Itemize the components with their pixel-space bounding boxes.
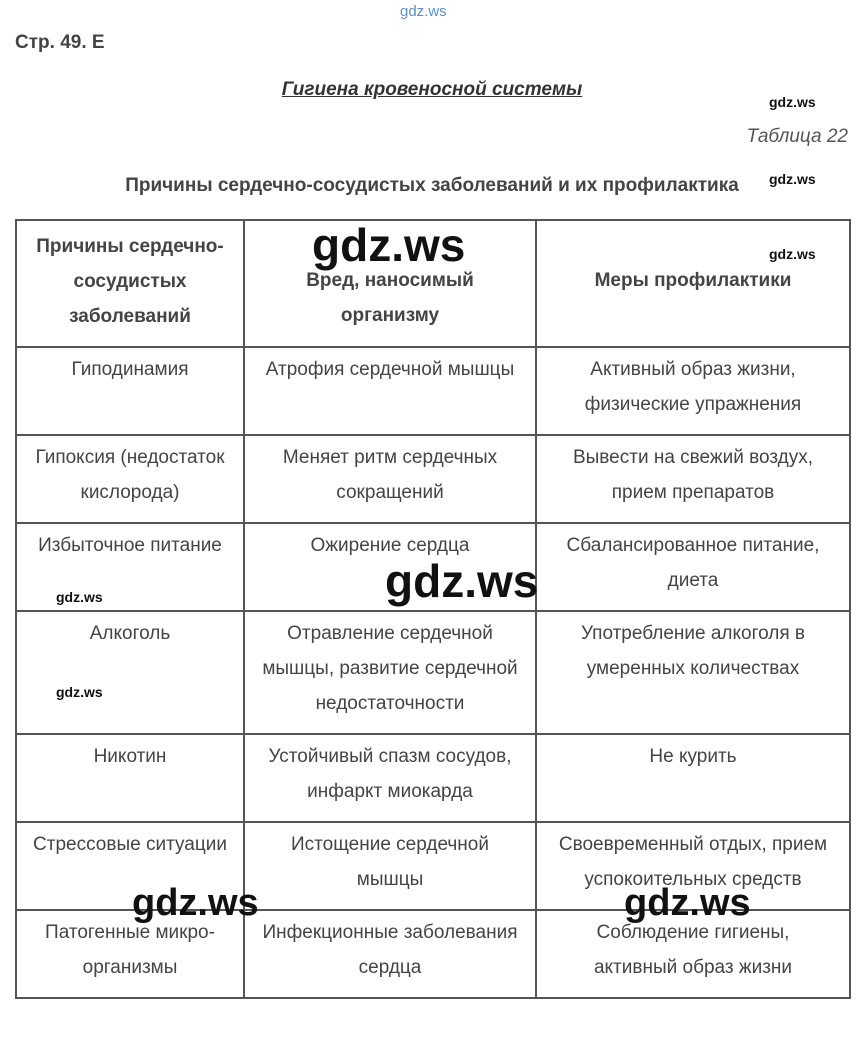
cell-cause: Никотин [16, 734, 244, 822]
table-row [16, 435, 850, 523]
table-number-label: Таблица 22 [746, 126, 848, 147]
cell-prevention: Активный образ жизни, физические упражнения [536, 347, 850, 435]
cell-harm: Меняет ритм сердечных сокращений [244, 435, 536, 523]
watermark-small: gdz.ws [769, 171, 816, 187]
cell-cause: Гиподинамия [16, 347, 244, 435]
cell-harm: Атрофия сердечной мышцы [244, 347, 536, 435]
table-row [16, 347, 850, 435]
cell-cause: Патогенные микро- организмы [16, 910, 244, 998]
table-caption: Причины сердечно-сосудистых заболеваний и их профилактика [125, 175, 739, 196]
watermark-top: gdz.ws [400, 3, 447, 20]
cell-prevention: Не курить [536, 734, 850, 822]
cell-prevention: Своевременный отдых, прием успокоительных средств [536, 822, 850, 910]
watermark-large: gdz.ws [312, 219, 466, 271]
watermark-small: gdz.ws [769, 94, 816, 110]
table-row [16, 734, 850, 822]
watermark-large: gdz.ws [624, 882, 751, 924]
watermark-large: gdz.ws [385, 555, 539, 607]
cell-harm: Истощение сердечной мышцы [244, 822, 536, 910]
cell-harm: Инфекционные заболевания сердца [244, 910, 536, 998]
cell-cause: Стрессовые ситуации [16, 822, 244, 910]
cell-cause: Гипоксия (недостаток кислорода) [16, 435, 244, 523]
cell-cause: Алкоголь [16, 611, 244, 734]
watermark-small: gdz.ws [56, 684, 103, 700]
watermark-large: gdz.ws [132, 882, 259, 924]
header-prevention: Меры профилактики [536, 220, 850, 347]
cell-prevention: Употребление алкоголя в умеренных количествах [536, 611, 850, 734]
header-causes: Причины сердечно- сосудистых заболеваний [16, 220, 244, 347]
cell-prevention: Соблюдение гигиены, активный образ жизни [536, 910, 850, 998]
cell-prevention: Вывести на свежий воздух, прием препаратов [536, 435, 850, 523]
cell-harm: Ожирение сердца [244, 523, 536, 611]
cell-harm: Отравление сердечной мышцы, развитие сердечной недостаточности [244, 611, 536, 734]
table-row [16, 611, 850, 734]
cell-prevention: Сбалансированное питание, диета [536, 523, 850, 611]
watermark-small: gdz.ws [56, 589, 103, 605]
cell-harm: Устойчивый спазм сосудов, инфаркт миокарда [244, 734, 536, 822]
watermark-small: gdz.ws [769, 246, 816, 262]
document-title: Гигиена кровеносной системы [281, 79, 583, 100]
page-reference: Стр. 49. Е [15, 32, 105, 53]
cell-cause: Избыточное питание [16, 523, 244, 611]
header-harm: Вред, наносимый организму [244, 220, 536, 347]
